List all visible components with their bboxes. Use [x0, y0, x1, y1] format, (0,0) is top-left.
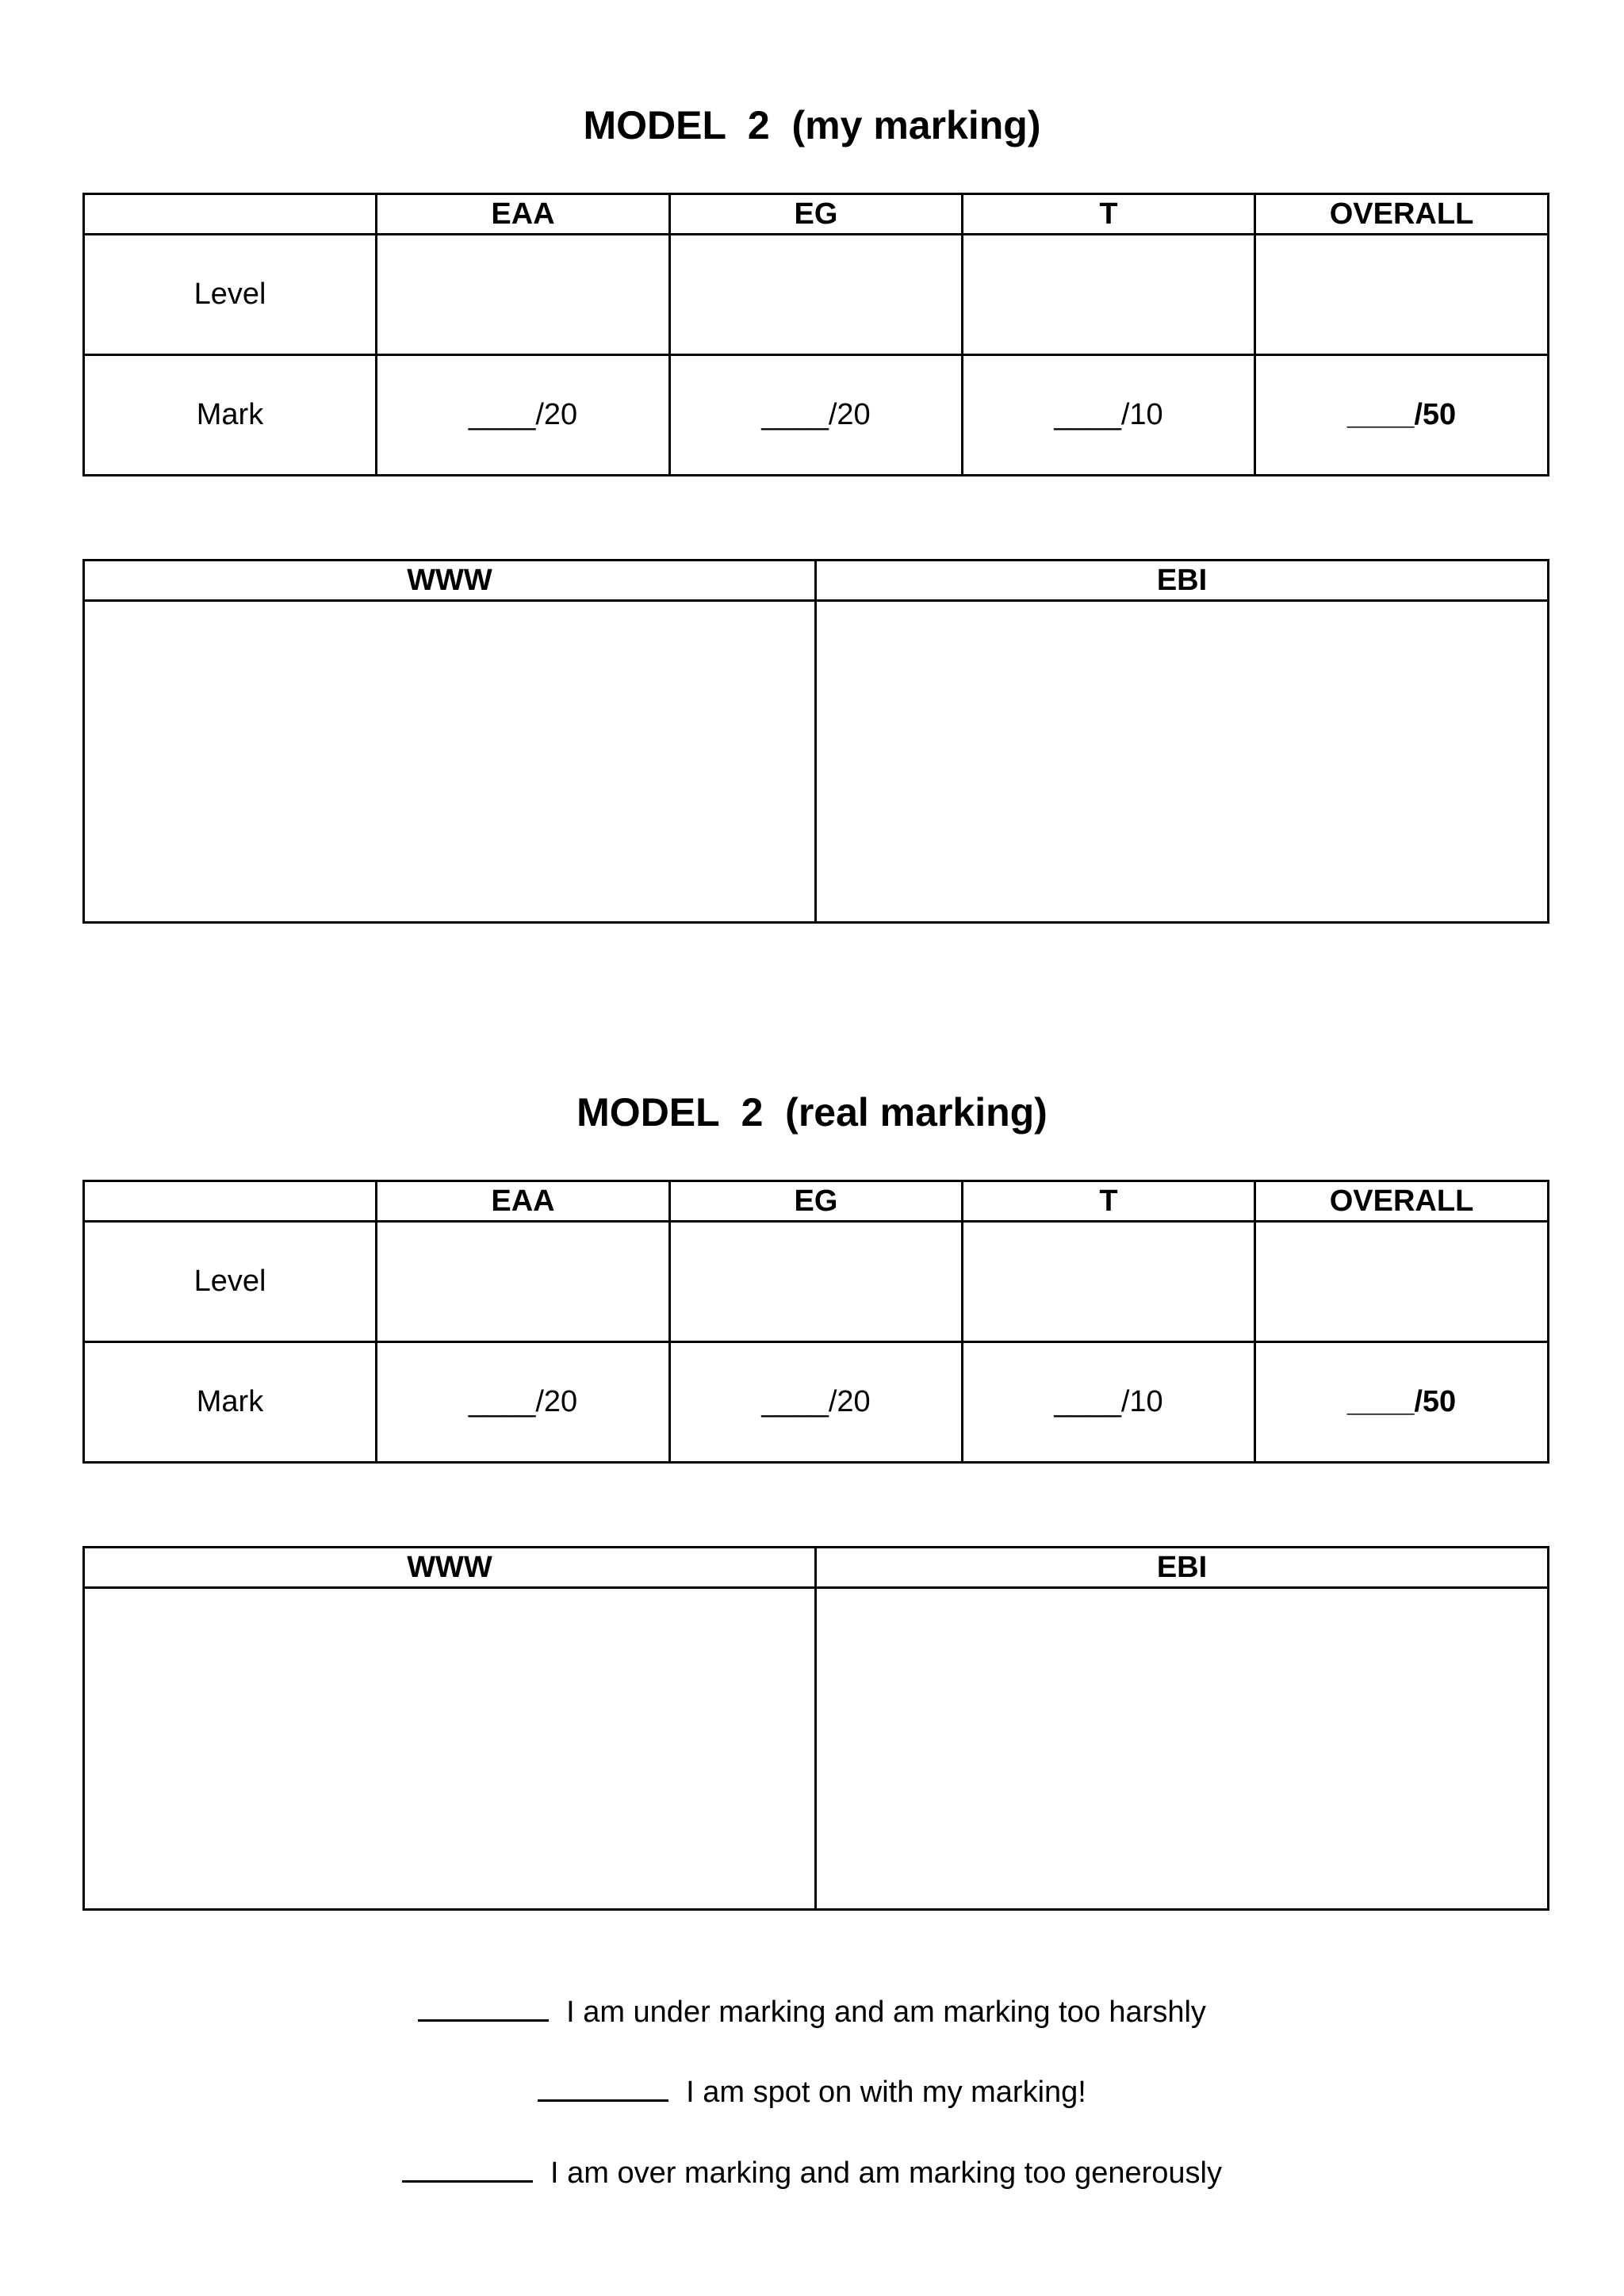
level-row — [84, 235, 1549, 355]
feedback-header-row — [84, 1548, 1549, 1588]
mark-row — [84, 355, 1549, 476]
mark-overall-cell[interactable]: ____/50 — [1255, 355, 1549, 476]
mark-eg-cell[interactable]: ____/20 — [670, 355, 963, 476]
level-eg-cell[interactable] — [670, 1222, 963, 1342]
section-title-real-marking: MODEL 2 (real marking) — [576, 1090, 1048, 1135]
tick-blank-over[interactable] — [402, 2153, 533, 2183]
header-www: WWW — [84, 561, 816, 601]
level-t-cell[interactable] — [963, 1222, 1255, 1342]
mark-t-cell[interactable]: ____/10 — [963, 1342, 1255, 1463]
statement-under-marking — [0, 1992, 1624, 2030]
mark-t-cell[interactable]: ____/10 — [963, 355, 1255, 476]
www-box[interactable] — [84, 601, 816, 923]
feedback-table-real-marking — [82, 1546, 1549, 1911]
header-ebi: EBI — [816, 1548, 1549, 1588]
feedback-body-row — [84, 601, 1549, 923]
mark-overall-cell[interactable]: ____/50 — [1255, 1342, 1549, 1463]
header-eg: EG — [670, 194, 963, 235]
level-t-cell[interactable] — [963, 235, 1255, 355]
statement-text: I am over marking and am marking too generously — [550, 2156, 1222, 2190]
header-eaa: EAA — [377, 194, 670, 235]
www-box[interactable] — [84, 1588, 816, 1910]
feedback-body-row — [84, 1588, 1549, 1910]
mark-eaa-cell[interactable]: ____/20 — [377, 1342, 670, 1463]
header-t: T — [963, 1181, 1255, 1222]
table-header-row — [84, 194, 1549, 235]
level-eaa-cell[interactable] — [377, 235, 670, 355]
feedback-table-my-marking — [82, 559, 1549, 924]
row-label-mark: Mark — [84, 1342, 377, 1463]
score-table-my-marking — [82, 193, 1549, 476]
statement-over-marking — [0, 2153, 1624, 2191]
header-eaa: EAA — [377, 1181, 670, 1222]
header-overall: OVERALL — [1255, 1181, 1549, 1222]
row-label-level: Level — [84, 1222, 377, 1342]
mark-eg-cell[interactable]: ____/20 — [670, 1342, 963, 1463]
header-overall: OVERALL — [1255, 194, 1549, 235]
statement-spot-on — [0, 2072, 1624, 2110]
header-blank — [84, 1181, 377, 1222]
level-overall-cell[interactable] — [1255, 235, 1549, 355]
row-label-level: Level — [84, 235, 377, 355]
statement-text: I am spot on with my marking! — [686, 2076, 1086, 2109]
header-eg: EG — [670, 1181, 963, 1222]
header-t: T — [963, 194, 1255, 235]
mark-row — [84, 1342, 1549, 1463]
score-table-real-marking — [82, 1180, 1549, 1464]
ebi-box[interactable] — [816, 1588, 1549, 1910]
table-header-row — [84, 1181, 1549, 1222]
level-eg-cell[interactable] — [670, 235, 963, 355]
row-label-mark: Mark — [84, 355, 377, 476]
level-overall-cell[interactable] — [1255, 1222, 1549, 1342]
ebi-box[interactable] — [816, 601, 1549, 923]
tick-blank-spot-on[interactable] — [538, 2072, 668, 2102]
feedback-header-row — [84, 561, 1549, 601]
statement-text: I am under marking and am marking too harshly — [566, 1996, 1206, 2029]
header-ebi: EBI — [816, 561, 1549, 601]
tick-blank-under[interactable] — [418, 1992, 549, 2022]
header-blank — [84, 194, 377, 235]
mark-eaa-cell[interactable]: ____/20 — [377, 355, 670, 476]
section-title-my-marking: MODEL 2 (my marking) — [583, 103, 1041, 147]
header-www: WWW — [84, 1548, 816, 1588]
level-eaa-cell[interactable] — [377, 1222, 670, 1342]
level-row — [84, 1222, 1549, 1342]
